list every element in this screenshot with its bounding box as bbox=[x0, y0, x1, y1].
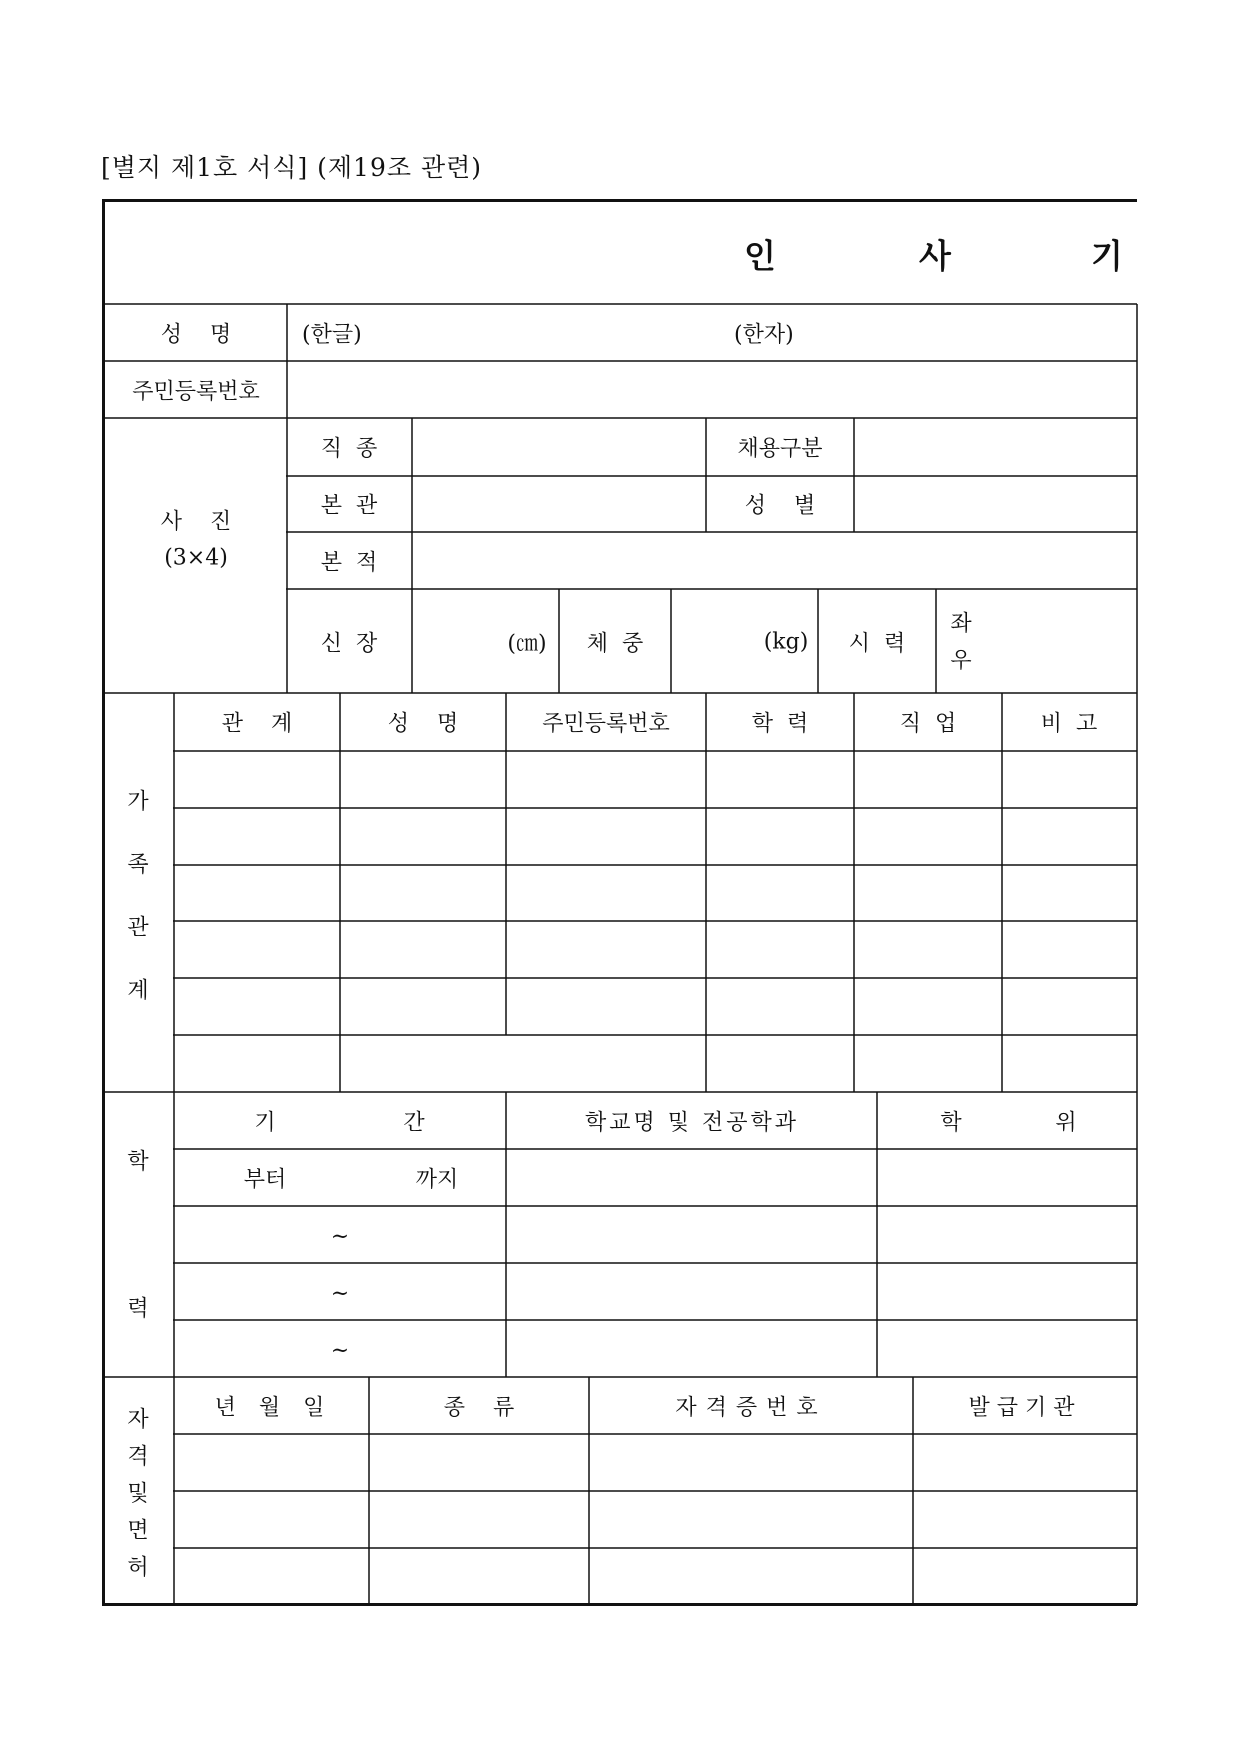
license-section-char-1: 자 bbox=[127, 1407, 149, 1433]
name-label: 성 명 bbox=[160, 322, 232, 348]
family-section-char-2: 족 bbox=[127, 852, 149, 878]
license-section-char-3: 및 bbox=[127, 1481, 149, 1507]
education-section-bottom: 력 bbox=[127, 1296, 149, 1322]
education-col-school-major: 학교명 및 전공학과 bbox=[584, 1110, 800, 1136]
license-col-type: 종 류 bbox=[443, 1395, 515, 1421]
license-col-cert-number: 자격증번호 bbox=[675, 1395, 827, 1421]
license-section-char-4: 면 bbox=[127, 1518, 149, 1544]
education-degree-char-1: 학 bbox=[940, 1110, 962, 1136]
height-unit: (㎝) bbox=[507, 631, 547, 657]
weight-label: 체 중 bbox=[586, 631, 644, 657]
education-section-top: 학 bbox=[127, 1149, 149, 1175]
family-section-char-1: 가 bbox=[127, 789, 149, 815]
license-col-date: 년 월 일 bbox=[214, 1395, 328, 1421]
education-row-1-tilde: ~ bbox=[330, 1224, 350, 1250]
gender-label: 성 별 bbox=[744, 493, 816, 519]
education-row-2-tilde: ~ bbox=[330, 1281, 350, 1307]
education-from-label: 부터 bbox=[243, 1167, 287, 1193]
resident-number-label: 주민등록번호 bbox=[132, 379, 260, 405]
family-col-resident-number: 주민등록번호 bbox=[542, 711, 670, 737]
name-korean-label: (한글) bbox=[302, 322, 362, 348]
license-col-issuer: 발급기관 bbox=[968, 1395, 1082, 1421]
vision-label: 시 력 bbox=[848, 631, 906, 657]
family-col-education: 학 력 bbox=[751, 711, 809, 737]
education-period-char-2: 간 bbox=[403, 1110, 425, 1136]
name-hanja-label: (한자) bbox=[734, 322, 794, 348]
vision-left-label: 좌 bbox=[950, 611, 972, 637]
license-section-char-2: 격 bbox=[127, 1444, 149, 1470]
education-period-char-1: 기 bbox=[254, 1110, 276, 1136]
photo-size-label: (3×4) bbox=[164, 545, 228, 571]
form-label: [별지 제1호 서식] (제19조 관련) bbox=[101, 153, 483, 182]
license-section-char-5: 허 bbox=[127, 1555, 149, 1581]
photo-label: 사 진 bbox=[160, 509, 232, 535]
family-section-char-4: 계 bbox=[127, 978, 149, 1004]
job-type-label: 직 종 bbox=[320, 436, 378, 462]
title-char-1: 인 bbox=[744, 236, 776, 276]
title-char-2: 사 bbox=[919, 236, 951, 276]
family-section-char-3: 관 bbox=[127, 915, 149, 941]
height-label: 신 장 bbox=[320, 631, 378, 657]
family-col-occupation: 직 업 bbox=[899, 711, 957, 737]
family-col-name: 성 명 bbox=[387, 711, 459, 737]
clan-origin-label: 본 관 bbox=[320, 493, 378, 519]
vision-right-label: 우 bbox=[950, 648, 972, 674]
title-char-3: 기 bbox=[1091, 236, 1123, 276]
family-col-remarks: 비 고 bbox=[1040, 711, 1098, 737]
family-col-relation: 관 계 bbox=[221, 711, 293, 737]
employment-type-label: 채용구분 bbox=[737, 436, 823, 462]
education-to-label: 까지 bbox=[415, 1167, 459, 1193]
education-row-3-tilde: ~ bbox=[330, 1338, 350, 1364]
education-degree-char-2: 위 bbox=[1055, 1110, 1077, 1136]
domicile-label: 본 적 bbox=[320, 550, 378, 576]
weight-unit: (kg) bbox=[763, 629, 809, 655]
